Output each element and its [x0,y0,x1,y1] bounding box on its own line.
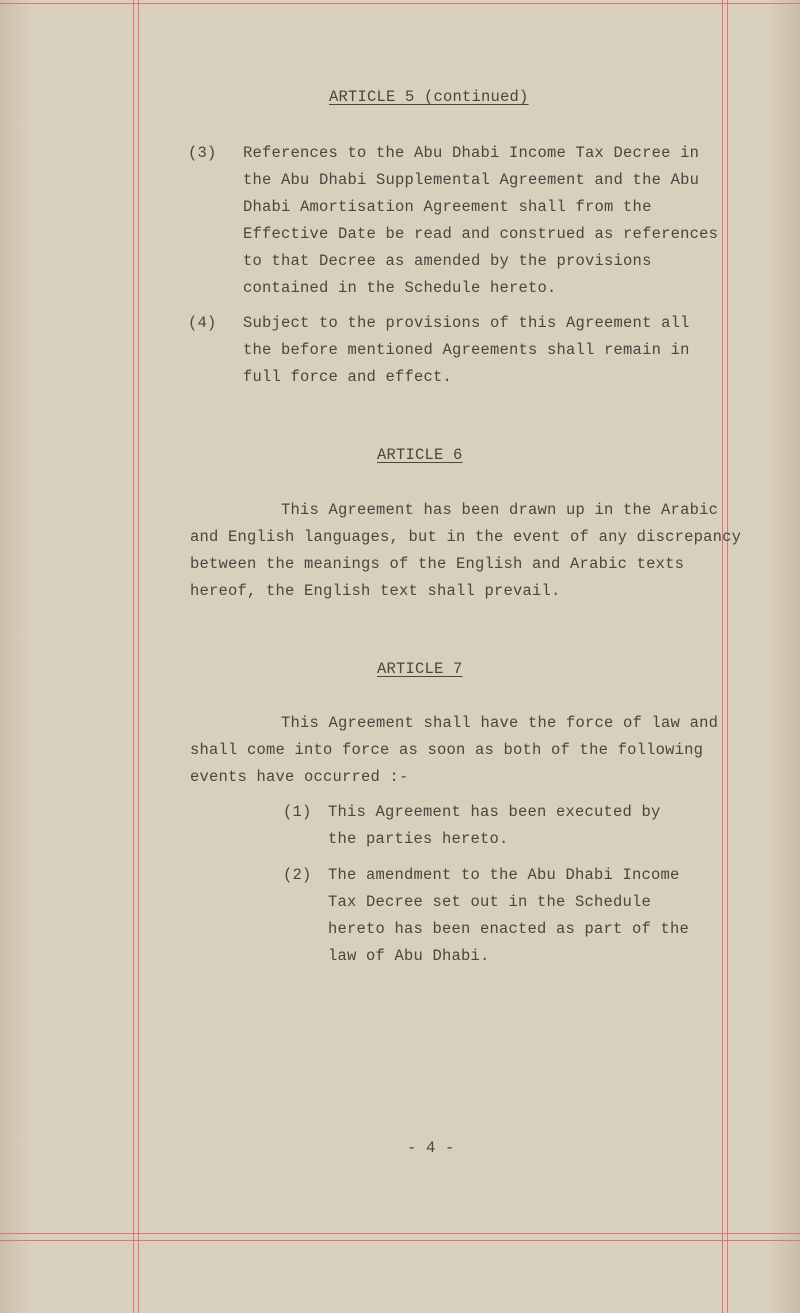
item-2-line: law of Abu Dhabi. [328,947,490,965]
article-7-heading: ARTICLE 7 [377,660,463,678]
item-2-number: (2) [283,866,312,884]
margin-rule-bottom-upper [0,1233,800,1234]
margin-rule-top [0,3,800,4]
item-2-line: The amendment to the Abu Dhabi Income [328,866,680,884]
para-3-line: References to the Abu Dhabi Income Tax Decree in [243,144,700,162]
margin-rule-left-inner [138,0,139,1313]
para-3-line: contained in the Schedule hereto. [243,279,557,297]
margin-rule-bottom-lower [0,1240,800,1241]
page-number: - 4 - [407,1139,455,1157]
article-6-heading: ARTICLE 6 [377,446,463,464]
margin-rule-right-inner [722,0,723,1313]
para-4-number: (4) [188,314,217,332]
article-6-line: between the meanings of the English and Arabic texts [190,555,685,573]
para-3-number: (3) [188,144,217,162]
article-5-heading: ARTICLE 5 (continued) [329,88,529,106]
para-4-line: Subject to the provisions of this Agreement all [243,314,690,332]
para-3-line: to that Decree as amended by the provisions [243,252,652,270]
item-1-number: (1) [283,803,312,821]
article-6-line: This Agreement has been drawn up in the Arabic [281,501,719,519]
para-3-line: the Abu Dhabi Supplemental Agreement and the Abu [243,171,700,189]
article-6-line: hereof, the English text shall prevail. [190,582,561,600]
article-7-line: This Agreement shall have the force of law and [281,714,719,732]
article-7-line: events have occurred :- [190,768,409,786]
para-3-line: Effective Date be read and construed as references [243,225,719,243]
item-1-line: the parties hereto. [328,830,509,848]
article-6-line: and English languages, but in the event of any discrepancy [190,528,742,546]
article-7-line: shall come into force as soon as both of the following [190,741,704,759]
para-4-line: the before mentioned Agreements shall remain in [243,341,690,359]
para-3-line: Dhabi Amortisation Agreement shall from the [243,198,652,216]
margin-rule-right-outer [727,0,728,1313]
item-2-line: hereto has been enacted as part of the [328,920,690,938]
item-2-line: Tax Decree set out in the Schedule [328,893,652,911]
para-4-line: full force and effect. [243,368,453,386]
item-1-line: This Agreement has been executed by [328,803,661,821]
margin-rule-left-outer [133,0,134,1313]
